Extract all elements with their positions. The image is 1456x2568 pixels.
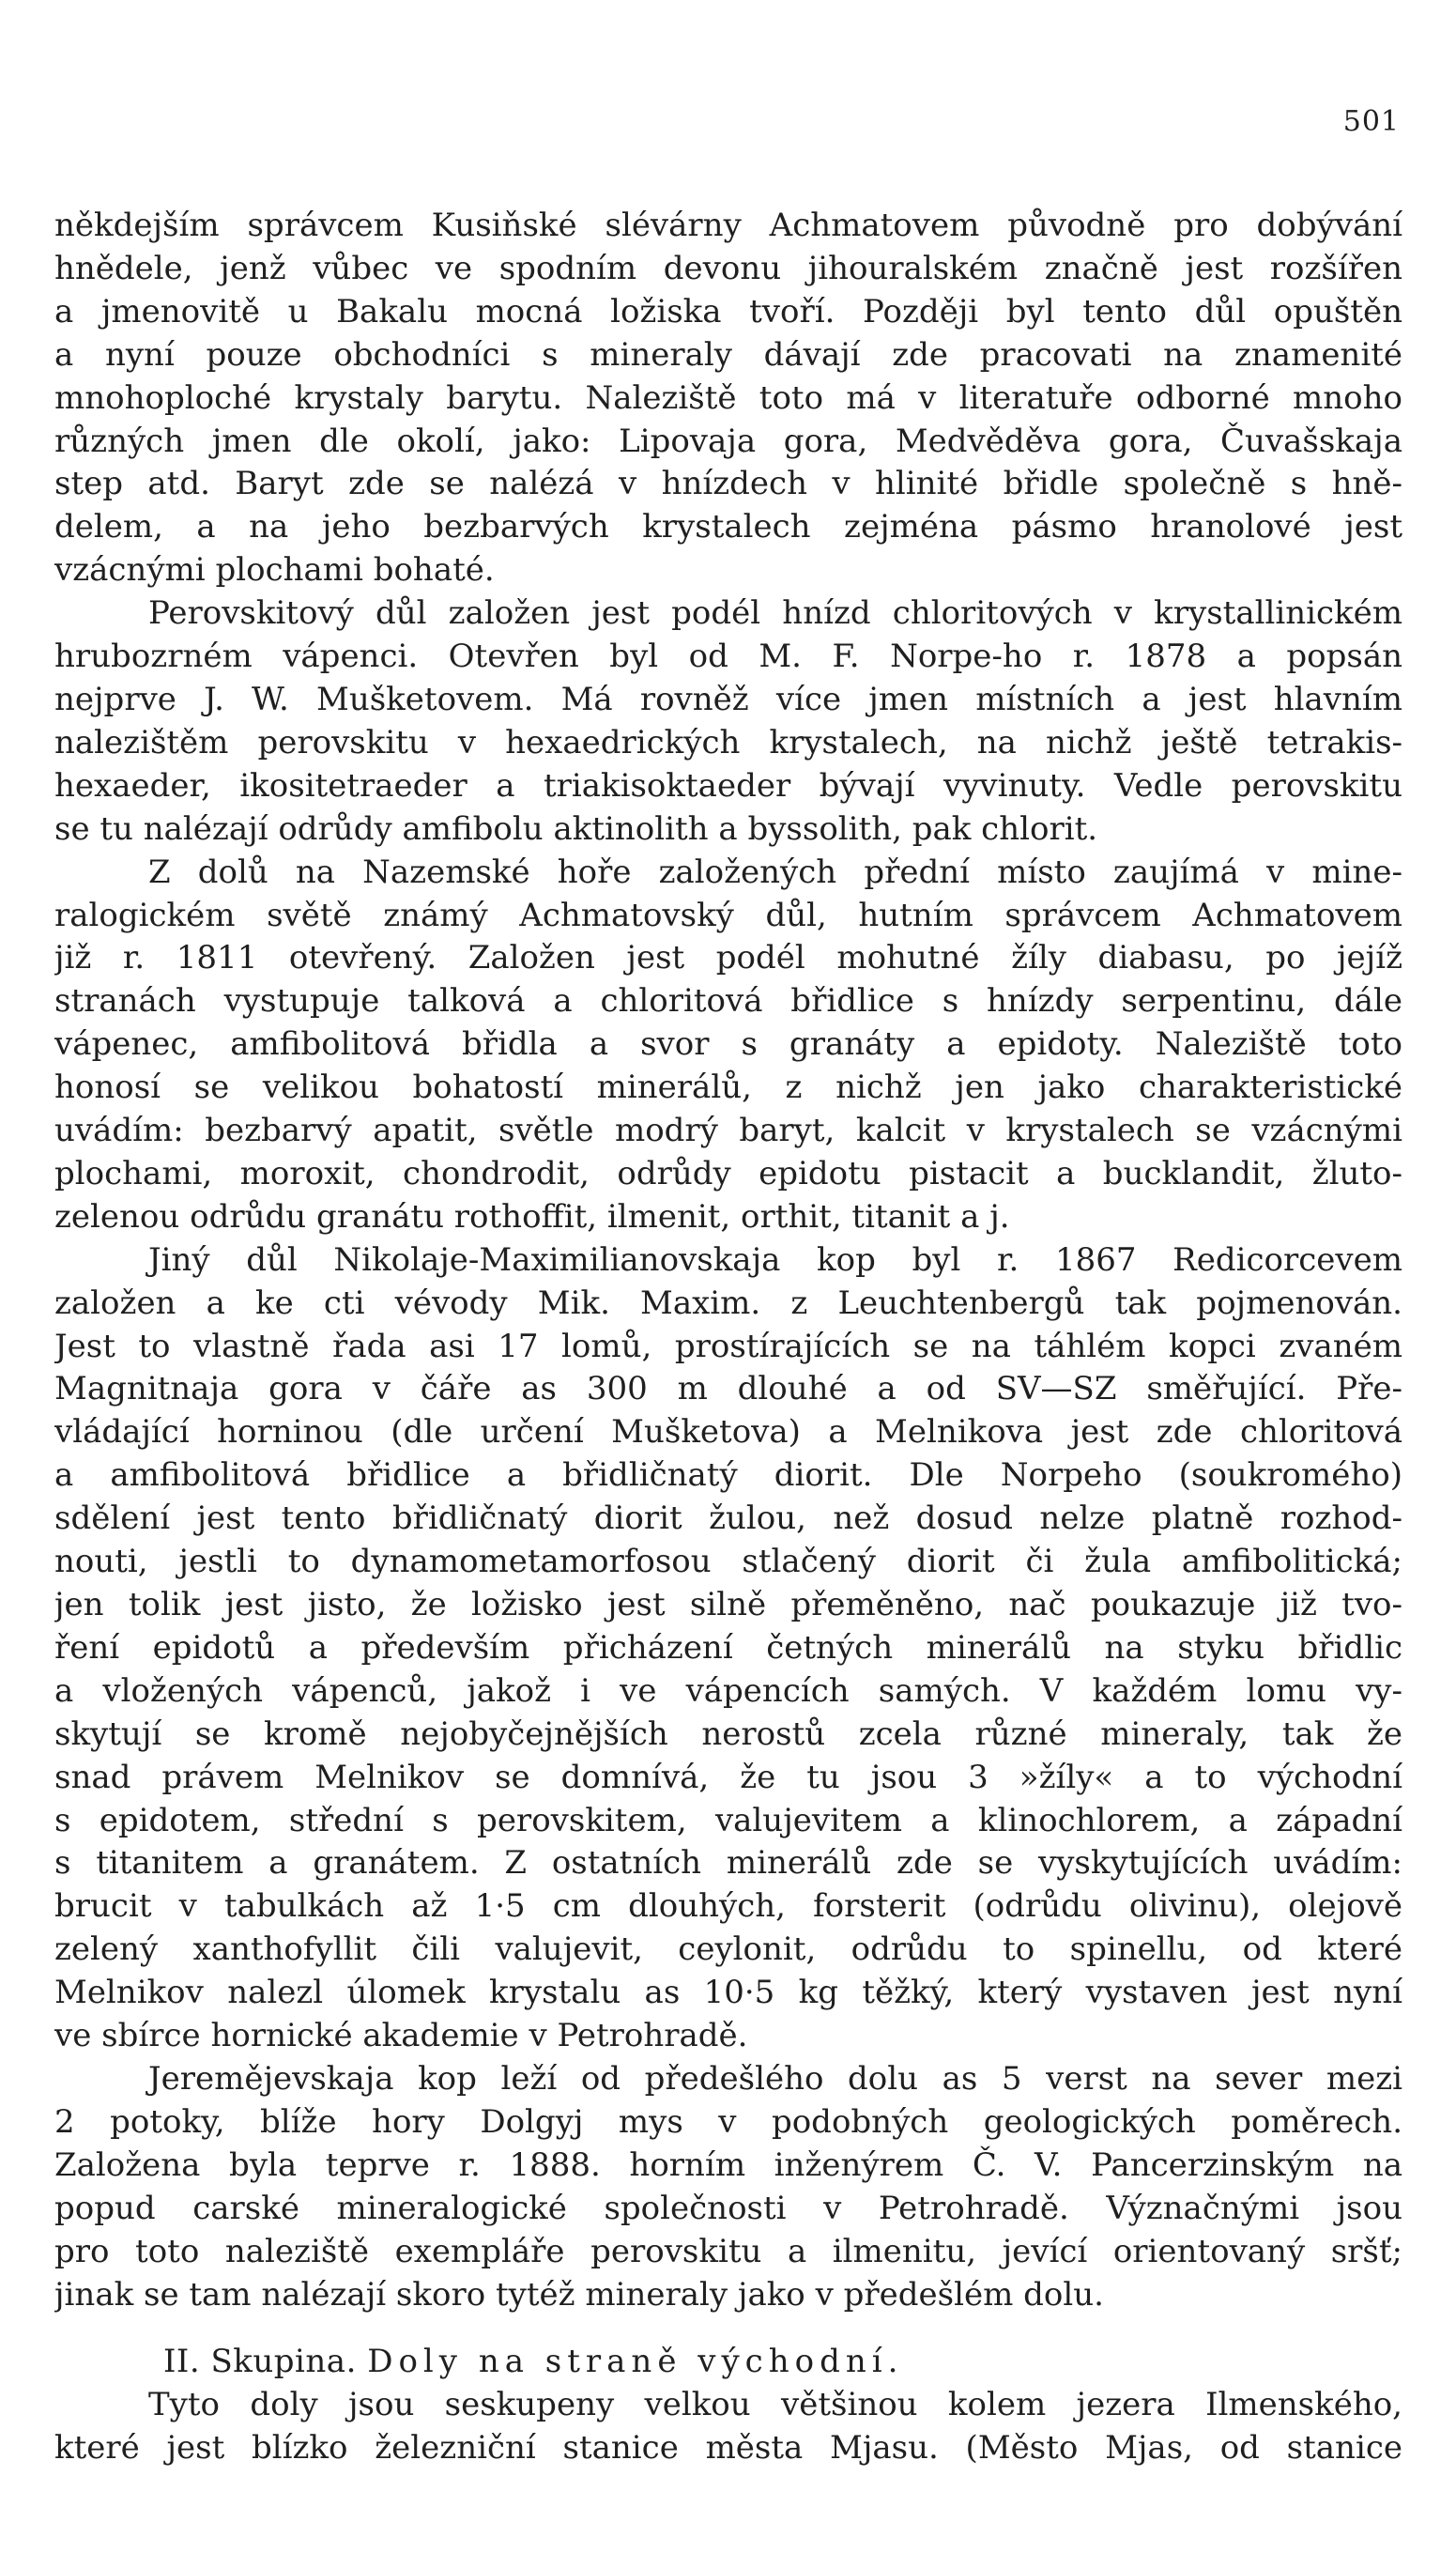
text-line: a amfibolitová břidlice a břidličnatý diorit. Dle Norpeho (soukromého) [54, 1456, 1402, 1495]
text-line: plochami, moroxit, chondrodit, odrůdy epidotu pistacit a bucklandit, žluto- [54, 1154, 1402, 1192]
text-line: snad právem Melnikov se domnívá, že tu jsou 3 »žíly« a to východní [54, 1758, 1402, 1796]
text-line: delem, a na jeho bezbarvých krystalech zejména pásmo hranolové jest [54, 508, 1402, 546]
text-line: ve sbírce hornické akademie v Petrohradě. [54, 2017, 748, 2055]
text-line: mnohoploché krystaly barytu. Naleziště toto má v literatuře odborné mnoho [54, 378, 1402, 417]
text-line: zelený xanthofyllit čili valujevit, ceylonit, odrůdu to spinellu, od které [54, 1930, 1402, 1969]
text-line: Jeremějevskaja kop leží od předešlého dolu as 5 verst na sever mezi [148, 2059, 1402, 2098]
text-line: s titanitem a granátem. Z ostatních minerálů zde se vyskytujících uvádím: [54, 1844, 1402, 1883]
text-line: honosí se velikou bohatostí minerálů, z nichž jen jako charakteristické [54, 1069, 1402, 1107]
text-line: Melnikov nalezl úlomek krystalu as 10·5 kg těžký, který vystaven jest nyní [54, 1974, 1402, 2012]
text-line: nalezištěm perovskitu v hexaedrických krystalech, na nichž ještě tetrakis- [54, 723, 1402, 761]
text-line: nouti, jestli to dynamometamorfosou stlačený diorit či žula amfibolitická; [54, 1543, 1402, 1581]
text-line: vzácnými plochami bohaté. [54, 551, 495, 590]
paragraph [54, 852, 1402, 1239]
text-line: Jest to vlastně řada asi 17 lomů, prostírajících se na táhlém kopci zvaném [54, 1327, 1402, 1365]
text-line: se tu nalézají odrůdy amfibolu aktinolith a byssolith, pak chlorit. [54, 809, 1098, 848]
text-line: stranách vystupuje talková a chloritová břidlice s hnízdy serpentinu, dále [54, 982, 1402, 1021]
text-line: ření epidotů a především přicházení četných minerálů na styku břidlic [54, 1628, 1402, 1667]
paragraph [54, 205, 1402, 592]
text-line: Perovskitový důl založen jest podél hnízd chloritových v krystallinickém [148, 594, 1402, 633]
section-title: Doly na straně východní. [367, 2343, 904, 2381]
text-line: a nyní pouze obchodníci s mineraly dávají zde pracovati na znamenité [54, 335, 1402, 374]
text-line: vládající horninou (dle určení Mušketova) a Melnikova jest zde chloritová [54, 1413, 1402, 1452]
text-line: vápenec, amfibolitová břidla a svor s granáty a epidoty. Naleziště toto [54, 1025, 1402, 1064]
text-line: step atd. Baryt zde se nalézá v hnízdech v hlinité břidle společně s hně- [54, 465, 1402, 503]
text-line: Z dolů na Nazemské hoře založených přední místo zaujímá v mine- [148, 853, 1402, 891]
text-line: 2 potoky, blíže hory Dolgyj mys v podobných geologických poměrech. [54, 2102, 1402, 2141]
text-line: Jiný důl Nikolaje-Maximilianovskaja kop byl r. 1867 Redicorcevem [148, 1240, 1402, 1279]
text-line: Tyto doly jsou seskupeny velkou většinou kolem jezera Ilmenského, [148, 2386, 1402, 2424]
paragraph [54, 592, 1402, 851]
text-line: různých jmen dle okolí, jako: Lipovaja gora, Medvěděva gora, Čuvašskaja [54, 422, 1402, 460]
text-line: jinak se tam nalézají skoro tytéž mineraly jako v předešlém dolu. [54, 2275, 1104, 2314]
text-line: pro toto naleziště exempláře perovskitu a ilmenitu, jevící orientovaný sršť; [54, 2232, 1402, 2270]
page-number: 501 [1342, 105, 1400, 138]
text-line: které jest blízko železniční stanice města Mjasu. (Město Mjas, od stanice [54, 2429, 1402, 2468]
text-line: uvádím: bezbarvý apatit, světle modrý baryt, kalcit v krystalech se vzácnými [54, 1112, 1402, 1150]
text-line: hnědele, jenž vůbec ve spodním devonu jihouralském značně jest rozšířen [54, 249, 1402, 287]
text-line: někdejším správcem Kusiňské slévárny Achmatovem původně pro dobývání [54, 207, 1402, 244]
text-line: skytují se kromě nejobyčejnějších nerostů zcela různé mineraly, tak že [54, 1715, 1402, 1753]
text-line: jen tolik jest jisto, že ložisko jest silně přeměněno, nač poukazuje již tvo- [54, 1586, 1402, 1623]
text-line: brucit v tabulkách až 1·5 cm dlouhých, forsterit (odrůdu olivinu), olejově [54, 1887, 1402, 1926]
text-line: Magnitnaja gora v čáře as 300 m dlouhé a od SV—SZ směřující. Pře- [54, 1370, 1402, 1408]
text-line: a jmenovitě u Bakalu mocná ložiska tvoří. Později byl tento důl opuštěn [54, 292, 1402, 331]
text-line: hrubozrném vápenci. Otevřen byl od M. F. Norpe-ho r. 1878 a popsán [54, 638, 1402, 676]
text-line: již r. 1811 otevřený. Založen jest podél mohutné žíly diabasu, po jejíž [54, 939, 1402, 977]
text-line: založen a ke cti vévody Mik. Maxim. z Leuchtenbergů tak pojmenován. [54, 1284, 1402, 1322]
text-line: zelenou odrůdu granátu rothoffit, ilmenit, orthit, titanit a j. [54, 1197, 1010, 1236]
section-heading [54, 2341, 1402, 2384]
text-line: ralogickém světě známý Achmatovský důl, hutním správcem Achmatovem [54, 896, 1402, 934]
text-line: nejprve J. W. Mušketovem. Má rovněž více jmen místních a jest hlavním [54, 680, 1402, 718]
text-line: popud carské mineralogické společnosti v Petrohradě. Význačnými jsou [54, 2189, 1402, 2227]
text-line: a vložených vápenců, jakož i ve vápencích samých. V každém lomu vy- [54, 1671, 1402, 1710]
paragraph [54, 2384, 1402, 2470]
paragraph [54, 2058, 1402, 2316]
section-label: II. Skupina. [163, 2343, 357, 2381]
paragraph [54, 1239, 1402, 2058]
text-line: sdělení jest tento břidličnatý diorit žulou, než dosud nelze platně rozhod- [54, 1499, 1402, 1538]
text-line: Založena byla teprve r. 1888. horním inženýrem Č. V. Pancerzinským na [54, 2145, 1402, 2184]
text-line: s epidotem, střední s perovskitem, valujevitem a klinochlorem, a západní [54, 1801, 1402, 1839]
text-line: hexaeder, ikositetraeder a triakisoktaeder bývají vyvinuty. Vedle perovskitu [54, 766, 1402, 805]
body-text [54, 205, 1402, 2470]
